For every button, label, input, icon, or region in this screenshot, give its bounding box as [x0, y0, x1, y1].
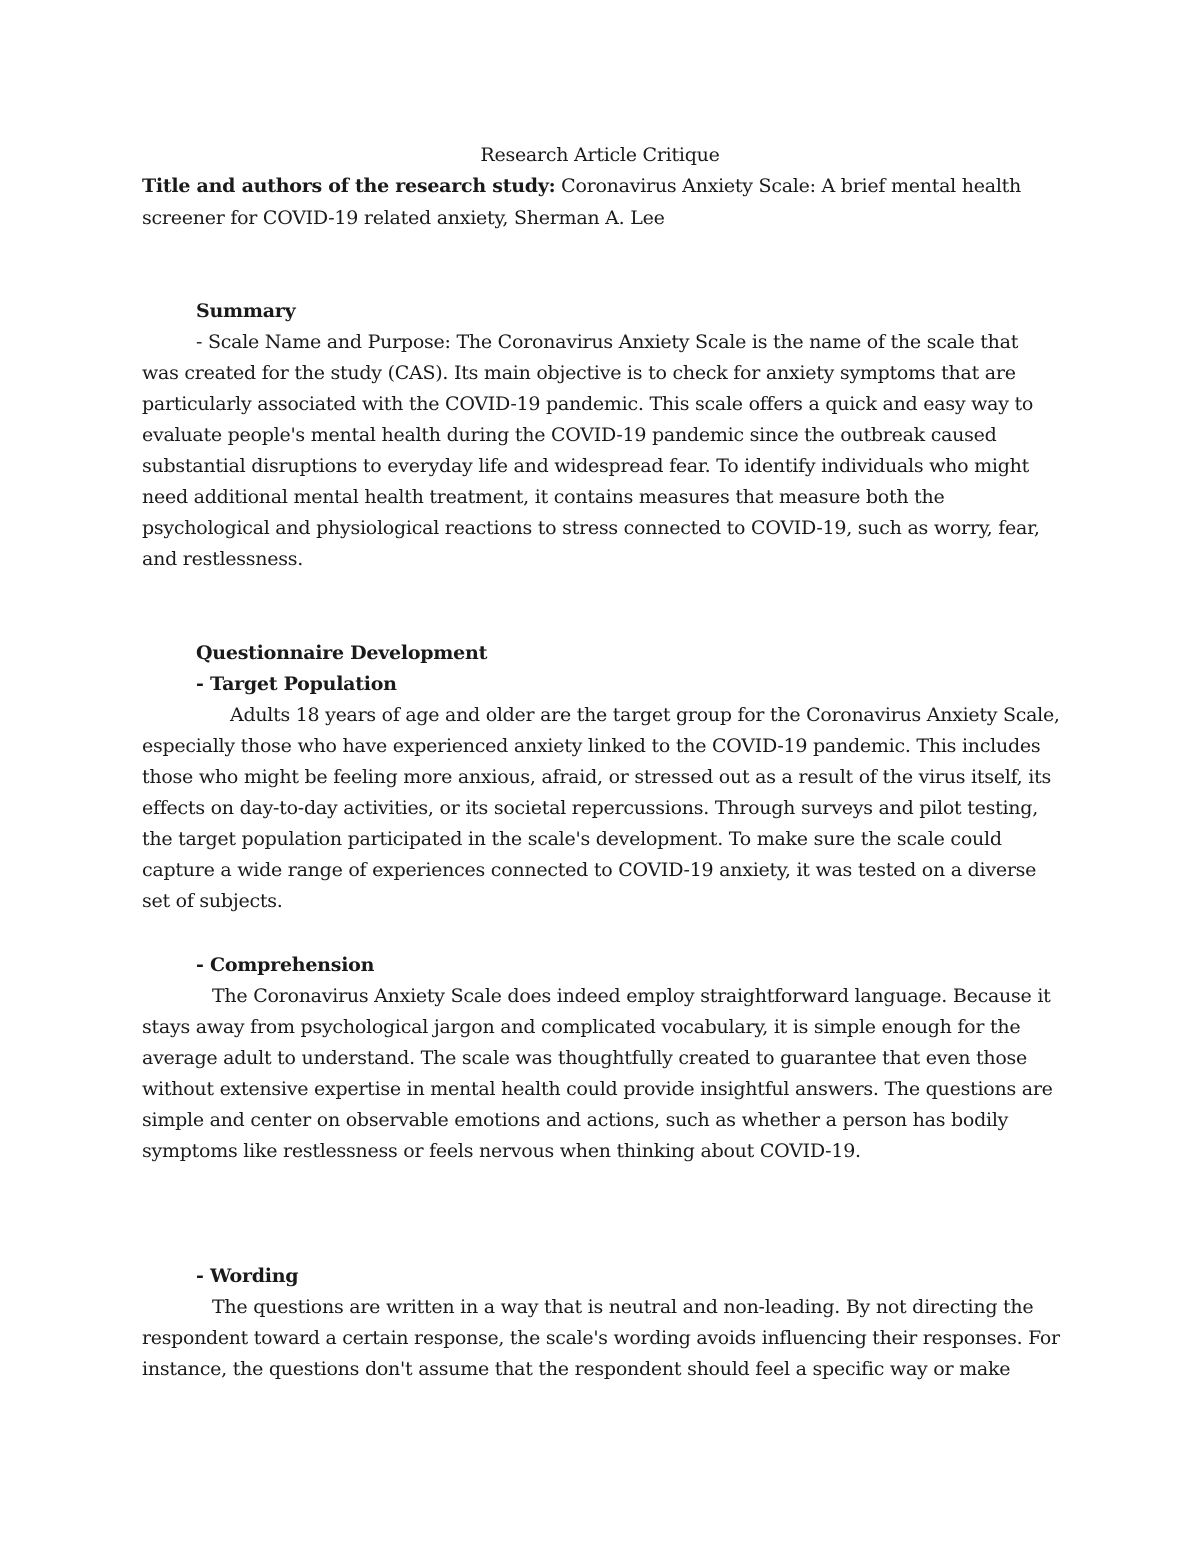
comprehension-line: stays away from psychological jargon and complicated vocabulary, it is simple enough for the [142, 1016, 1021, 1038]
title-line-1 [142, 171, 1021, 202]
target-population-line: effects on day-to-day activities, or its societal repercussions. Through surveys and pilot testing, [142, 797, 1038, 819]
summary-line: - Scale Name and Purpose: The Coronavirus Anxiety Scale is the name of the scale that [196, 331, 1019, 353]
summary-line: need additional mental health treatment, it contains measures that measure both the [142, 486, 945, 508]
summary-line: particularly associated with the COVID-19 pandemic. This scale offers a quick and easy way to [142, 393, 1034, 415]
title-text: Coronavirus Anxiety Scale: A brief mental health [555, 175, 1022, 197]
wording-line: respondent toward a certain response, the scale's wording avoids influencing their responses. For [142, 1327, 1060, 1349]
questionnaire-heading: Questionnaire Development [196, 642, 488, 664]
target-population-heading: - Target Population [196, 673, 397, 695]
summary-line: evaluate people's mental health during the COVID-19 pandemic since the outbreak caused [142, 424, 997, 446]
target-population-line: set of subjects. [142, 890, 283, 912]
summary-line: was created for the study (CAS). Its main objective is to check for anxiety symptoms that are [142, 362, 1016, 384]
target-population-line: especially those who have experienced anxiety linked to the COVID-19 pandemic. This includes [142, 735, 1041, 757]
wording-heading: - Wording [196, 1265, 299, 1287]
title-line-2: screener for COVID-19 related anxiety, Sherman A. Lee [142, 207, 665, 229]
comprehension-line: symptoms like restlessness or feels nervous when thinking about COVID-19. [142, 1140, 861, 1162]
target-population-line: the target population participated in the scale's development. To make sure the scale could [142, 828, 1002, 850]
target-population-line: capture a wide range of experiences connected to COVID-19 anxiety, it was tested on a diverse [142, 859, 1037, 881]
title-label: Title and authors of the research study: [142, 175, 556, 197]
comprehension-heading: - Comprehension [196, 954, 375, 976]
summary-line: psychological and physiological reactions to stress connected to COVID-19, such as worry, fear, [142, 517, 1040, 539]
comprehension-line: The Coronavirus Anxiety Scale does indeed employ straightforward language. Because it [212, 985, 1051, 1007]
summary-heading: Summary [196, 300, 296, 322]
comprehension-line: without extensive expertise in mental health could provide insightful answers. The questions are [142, 1078, 1053, 1100]
comprehension-line: simple and center on observable emotions and actions, such as whether a person has bodily [142, 1109, 1009, 1131]
target-population-line: Adults 18 years of age and older are the target group for the Coronavirus Anxiety Scale, [230, 704, 1060, 726]
document-heading: Research Article Critique [480, 144, 720, 166]
comprehension-line: average adult to understand. The scale was thoughtfully created to guarantee that even those [142, 1047, 1028, 1069]
wording-line: instance, the questions don't assume that the respondent should feel a specific way or make [142, 1358, 1011, 1380]
summary-line: substantial disruptions to everyday life and widespread fear. To identify individuals who might [142, 455, 1029, 477]
wording-line: The questions are written in a way that is neutral and non-leading. By not directing the [212, 1296, 1034, 1318]
summary-line: and restlessness. [142, 548, 304, 570]
target-population-line: those who might be feeling more anxious, afraid, or stressed out as a result of the virus itself, its [142, 766, 1051, 788]
